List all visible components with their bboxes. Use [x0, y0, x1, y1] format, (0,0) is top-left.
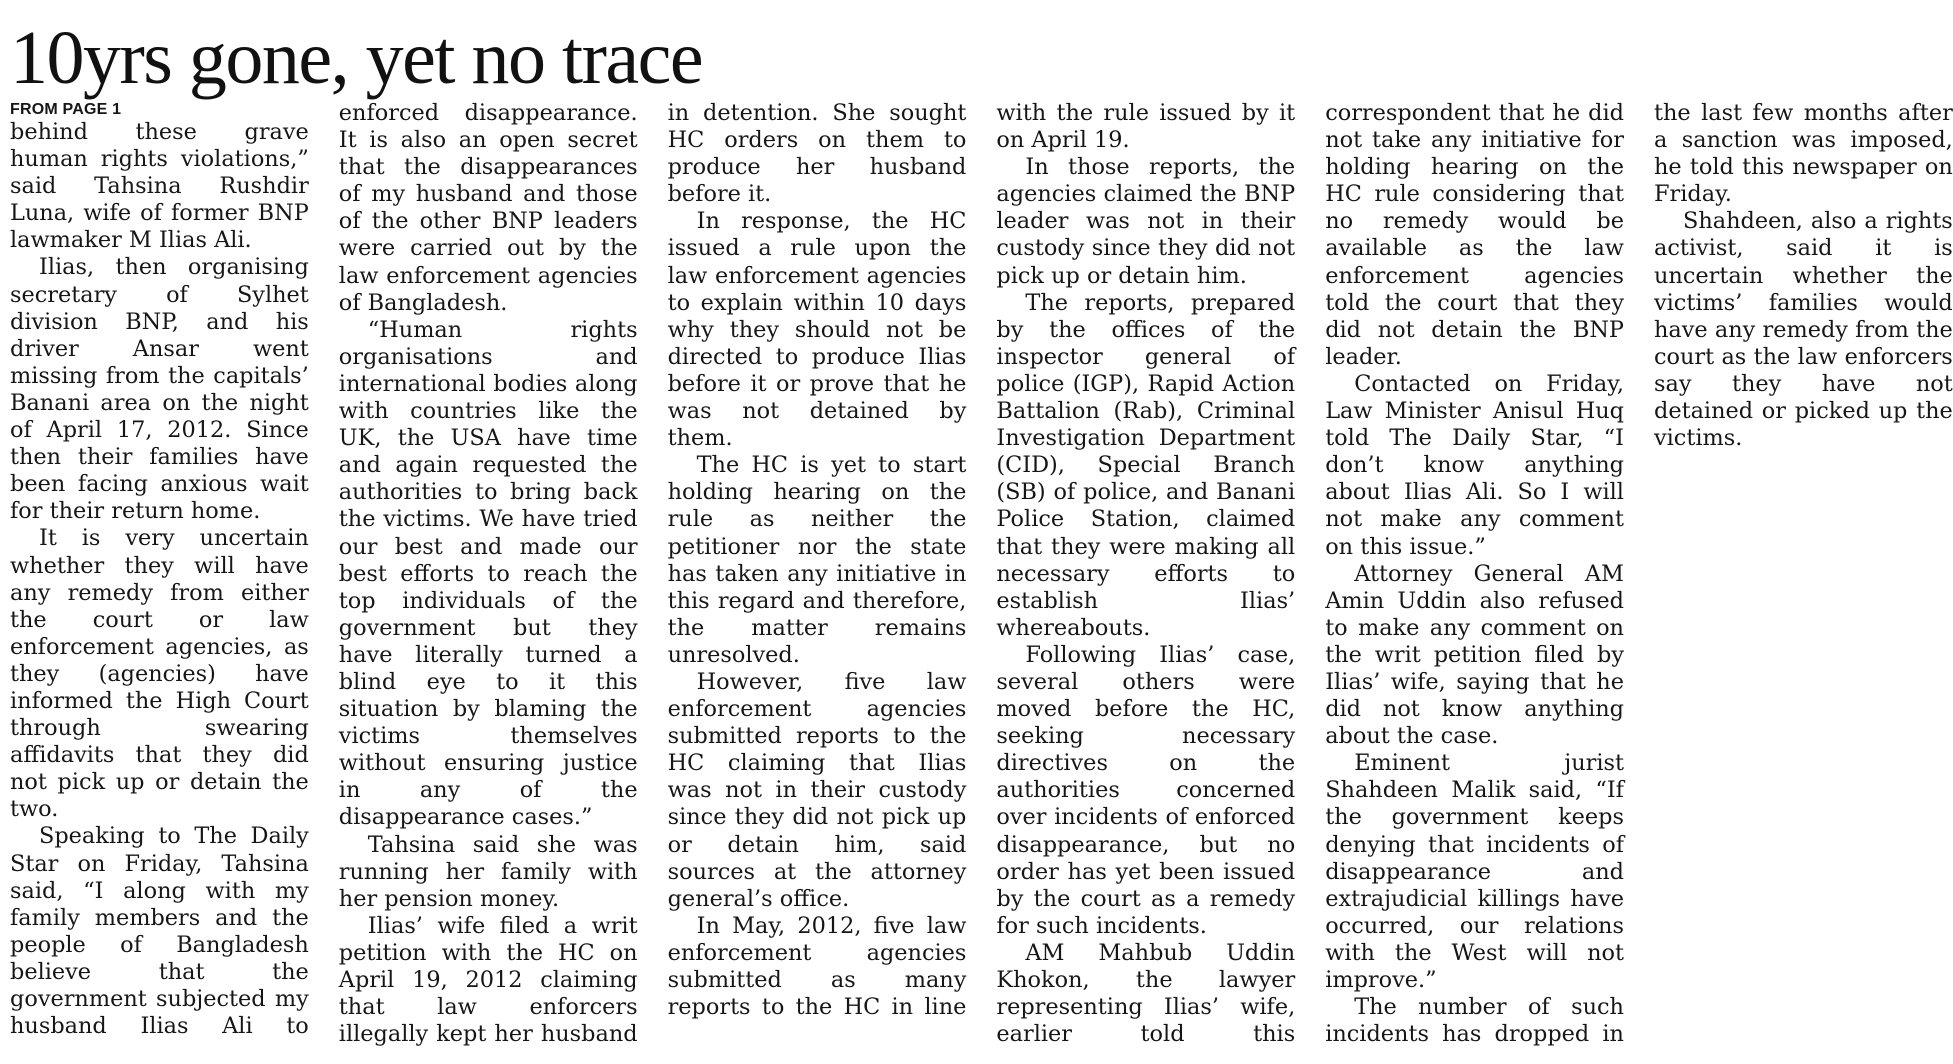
paragraph: AM Mahbub Uddin Khokon, the lawyer representing Ilias’ wife, earlier told this correspondent that he did not take any initiative for holding hearing on the HC rule considering that no remedy would be available as the law enforcement agencies told the court that they did not detain the BNP leader.	[996, 100, 1624, 1048]
paragraph: Contacted on Friday, Law Minister Anisul Huq told The Daily Star, “I don’t know anything about Ilias Ali. So I will not make any comment on this issue.”	[1325, 370, 1624, 560]
paragraph: In response, the HC issued a rule upon the law enforcement agencies to explain within 10 days why they should not be directed to produce Ilias before it or prove that he was not detained by them.	[667, 208, 967, 452]
paragraph: Attorney General AM Amin Uddin also refused to make any comment on the writ petition filed by Ilias’ wife, saying that he did not know anything about the case.	[1325, 560, 1624, 750]
paragraph: “Human rights organisations and international bodies along with countries like the UK, the USA have time and again requested the authorities to bring back the victims. We have tried our best and made our best efforts to reach the top individuals of the government but they have literally turned a blind eye to it this situation by blaming the victims themselves without ensuring justice in any of the disappearance cases.”	[338, 316, 638, 831]
paragraph: In those reports, the agencies claimed the BNP leader was not in their custody since they did not pick up or detain him.	[996, 154, 1296, 289]
headline: 10yrs gone, yet no trace	[10, 16, 703, 100]
paragraph: The reports, prepared by the offices of the inspector general of police (IGP), Rapid Action Battalion (Rab), Criminal Investigation Department (CID), Special Branch (SB) of police, and Banani Police Station, claimed that they were making all necessary efforts to establish Ilias’ whereabouts.	[996, 289, 1296, 641]
paragraph: Speaking to The Daily Star on Friday, Tahsina said, “I along with my family members and the people of Bangladesh believe that the government subjected my husband Ilias Ali to enforced disappearance. It is also an open secret that the disappearances of my husband and those of the other BNP leaders were carried out by the law enforcement agencies of Bangladesh.	[10, 100, 638, 1040]
paragraph: The HC is yet to start holding hearing on the rule as neither the petitioner nor the state has taken any initiative in this regard and therefore, the matter remains unresolved.	[667, 452, 967, 668]
paragraph: behind these grave human rights violations,” said Tahsina Rushdir Luna, wife of former BNP lawmaker M Ilias Ali.	[10, 119, 309, 254]
paragraph: The number of such incidents has dropped in the last few months after a sanction was imposed, he told this newspaper on Friday.	[1325, 100, 1953, 1048]
article-body	[10, 100, 1953, 1060]
paragraph: Ilias, then organising secretary of Sylhet division BNP, and his driver Ansar went missing from the capitals’ Banani area on the night of April 17, 2012. Since then their families have been facing anxious wait for their return home.	[10, 254, 309, 525]
paragraph: However, five law enforcement agencies submitted reports to the HC claiming that Ilias was not in their custody since they did not pick up or detain him, said sources at the attorney general’s office.	[667, 668, 967, 912]
paragraph: Eminent jurist Shahdeen Malik said, “If the government keeps denying that incidents of disappearance and extrajudicial killings have occurred, our relations with the West will not improve.”	[1325, 750, 1624, 993]
paragraph: Ilias’ wife filed a writ petition with the HC on April 19, 2012 claiming that law enforcers illegally kept her husband in detention. She sought HC orders on them to produce her husband before it.	[338, 100, 967, 1048]
paragraph: Following Ilias’ case, several others were moved before the HC, seeking necessary directives on the authorities concerned over incidents of enforced disappearance, but no order has yet been issued by the court as a remedy for such incidents.	[996, 641, 1296, 939]
continuation-kicker: FROM PAGE 1	[10, 101, 122, 118]
paragraph: Tahsina said she was running her family with her pension money.	[338, 831, 638, 912]
paragraph: It is very uncertain whether they will have any remedy from either the court or law enforcement agencies, as they (agencies) have informed the High Court through swearing affidavits that they did not pick up or detain the two.	[10, 525, 309, 823]
paragraph: In May, 2012, five law enforcement agencies submitted as many reports to the HC in line with the rule issued by it on April 19.	[667, 100, 1296, 1021]
paragraph: Shahdeen, also a rights activist, said it is uncertain whether the victims’ families would have any remedy from the court as the law enforcers say they have not detained or picked up the victims.	[1653, 208, 1953, 452]
